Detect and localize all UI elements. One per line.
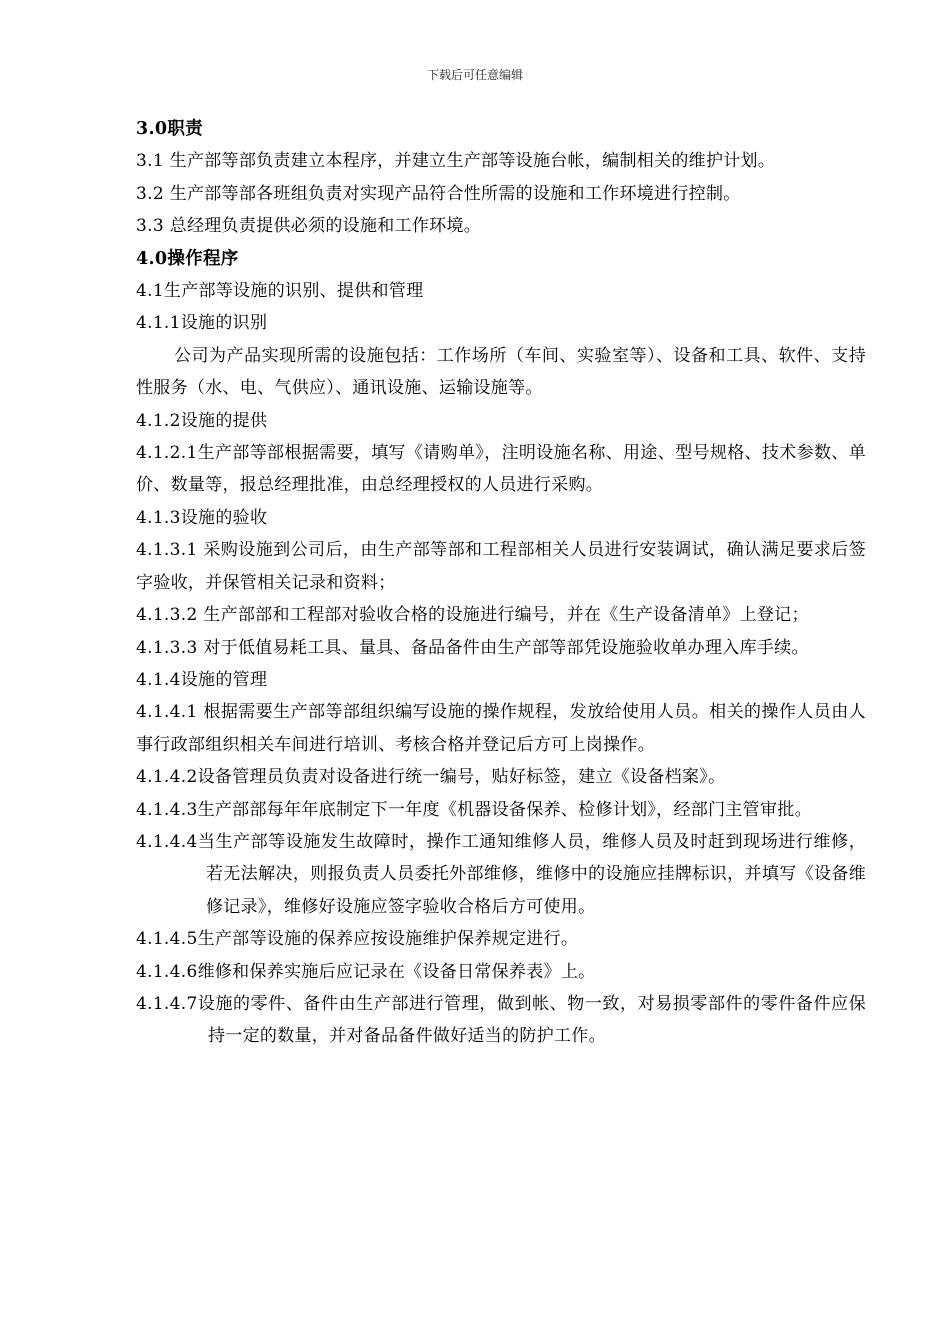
subsection-heading: 4.1.4设施的管理 xyxy=(136,669,268,690)
paragraph: 3.2 生产部等部各班组负责对实现产品符合性所需的设施和工作环境进行控制。 xyxy=(136,183,741,204)
paragraph: 4.1.4.3生产部部每年年底制定下一年度《机器设备保养、检修计划》，经部门主管审批。 xyxy=(136,799,812,820)
subsection-heading: 4.1.1设施的识别 xyxy=(136,313,268,334)
paragraph: 3.3 总经理负责提供必须的设施和工作环境。 xyxy=(136,216,482,237)
subsection-heading: 4.1生产部等设施的识别、提供和管理 xyxy=(136,281,424,302)
paragraph: 4.1.4.2设备管理员负责对设备进行统一编号，贴好标签，建立《设备档案》。 xyxy=(136,767,726,788)
paragraph: 4.1.3.1 采购设施到公司后，由生产部等部和工程部相关人员进行安装调试，确认满足要求后签字验收，并保管相关记录和资料； xyxy=(136,540,866,593)
paragraph: 4.1.2.1生产部等部根据需要，填写《请购单》，注明设施名称、用途、型号规格、技术参数、单价、数量等，报总经理批准，由总经理授权的人员进行采购。 xyxy=(136,443,866,496)
page-header: 下载后可任意编辑 xyxy=(426,68,523,82)
paragraph: 4.1.3.3 对于低值易耗工具、量具、备品备件由生产部等部凭设施验收单办理入库手续。 xyxy=(136,637,809,658)
paragraph: 4.1.4.5生产部等设施的保养应按设施维护保养规定进行。 xyxy=(136,929,579,950)
paragraph: 4.1.4.6维修和保养实施后应记录在《设备日常保养表》上。 xyxy=(136,961,596,982)
paragraph-hanging: 4.1.4.7设施的零件、备件由生产部进行管理，做到帐、物一致，对易损零部件的零件备件应保持一定的数量，并对备品备件做好适当的防护工作。 xyxy=(136,993,866,1047)
paragraph: 公司为产品实现所需的设施包括：工作场所（车间、实验室等）、设备和工具、软件、支持性服务（水、电、气供应）、通讯设施、运输设施等。 xyxy=(136,345,866,399)
section-heading-procedure: 4.0操作程序 xyxy=(136,248,239,269)
subsection-heading: 4.1.2设施的提供 xyxy=(136,410,268,431)
paragraph-hanging: 4.1.4.4当生产部等设施发生故障时，操作工通知维修人员，维修人员及时赶到现场进行维修，若无法解决，则报负责人员委托外部维修，维修中的设施应挂牌标识，并填写《设备维修记录》，维修好设施应签字验收合格后方可使用。 xyxy=(136,831,866,917)
paragraph: 3.1 生产部等部负责建立本程序，并建立生产部等设施台帐，编制相关的维护计划。 xyxy=(136,151,776,172)
document-body xyxy=(136,113,866,1053)
paragraph: 4.1.4.1 根据需要生产部等部组织编写设施的操作规程，发放给使用人员。相关的操作人员由人事行政部组织相关车间进行培训、考核合格并登记后方可上岗操作。 xyxy=(136,702,866,755)
section-heading-responsibilities: 3.0职责 xyxy=(136,119,203,139)
paragraph: 4.1.3.2 生产部部和工程部对验收合格的设施进行编号，并在《生产设备清单》上登记； xyxy=(136,605,809,626)
subsection-heading: 4.1.3设施的验收 xyxy=(136,507,268,528)
